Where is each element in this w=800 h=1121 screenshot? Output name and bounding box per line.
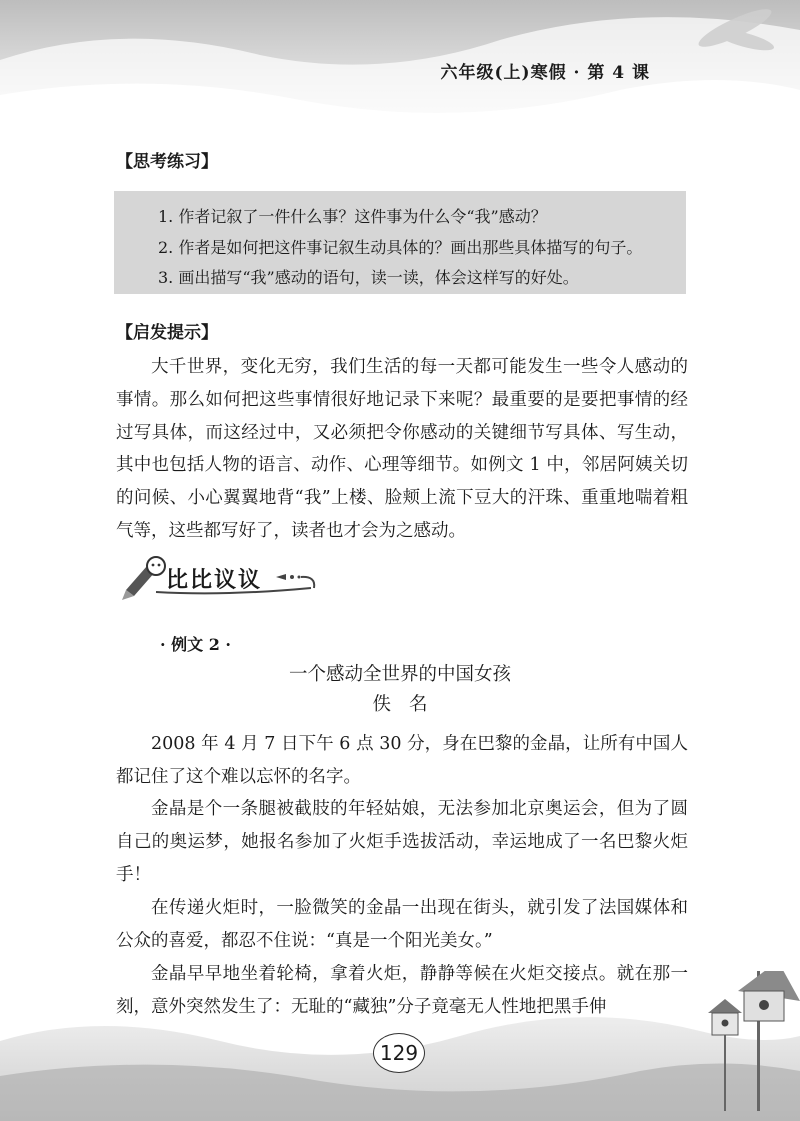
exercise-box [114, 191, 686, 294]
hint-paragraph: 大千世界，变化无穷，我们生活的每一天都可能发生一些令人感动的事情。那么如何把这些事情很好地记录下来呢？最重要的是要把事情的经过写具体，而这经过中，又必须把令你感动的关键细节写具体、写生动，其中也包括人物的语言、动作、心理等细节。如例文 1 中，邻居阿姨关切的问候、小心翼翼地背“我”上楼、脸颊上流下豆大的汗珠、重重地喘着粗气等，这些都写好了，读者也才会为之感动。 [116, 357, 688, 541]
article-paragraph-2: 金晶是个一条腿被截肢的年轻姑娘，无法参加北京奥运会，但为了圆自己的奥运梦，她报名参加了火炬手选拔活动，幸运地成了一名巴黎火炬手！ [116, 799, 688, 885]
article-paragraph-3: 在传递火炬时，一脸微笑的金晶一出现在街头，就引发了法国媒体和公众的喜爱，都忍不住说：“真是一个阳光美女。” [116, 898, 688, 951]
arrow-icon [276, 574, 314, 588]
article-paragraph-1: 2008 年 4 月 7 日下午 6 点 30 分，身在巴黎的金晶，让所有中国人都记住了这个难以忘怀的名字。 [116, 734, 688, 787]
pencil-mascot-icon [122, 557, 165, 600]
example-label: · 例文 2 · [160, 635, 231, 654]
article-paragraph-4: 金晶早早地坐着轮椅，拿着火炬，静静等候在火炬交接点。就在那一刻，意外突然发生了：无耻的“藏独”分子竟毫无人性地把黑手伸 [116, 964, 688, 1017]
question-3: 3. 画出描写“我”感动的语句，读一读，体会这样写的好处。 [158, 268, 579, 287]
question-2: 2. 作者是如何把这件事记叙生动具体的？画出那些具体描写的句子。 [158, 237, 643, 257]
header-cloud-decoration [0, 0, 800, 150]
section-banner-title: 比比议议 [166, 568, 263, 593]
article-author: 佚名 [372, 694, 446, 715]
hint-label: 【启发提示】 [116, 323, 218, 343]
question-1: 1. 作者记叙了一件什么事？这件事为什么令“我”感动？ [158, 207, 547, 226]
page-number: 129 [373, 1033, 425, 1073]
thinking-practice-label: 【思考练习】 [116, 152, 218, 172]
article-title: 一个感动全世界的中国女孩 [288, 664, 511, 685]
lesson-header: 六年级(上)寒假 · 第 4 课 [440, 63, 650, 83]
